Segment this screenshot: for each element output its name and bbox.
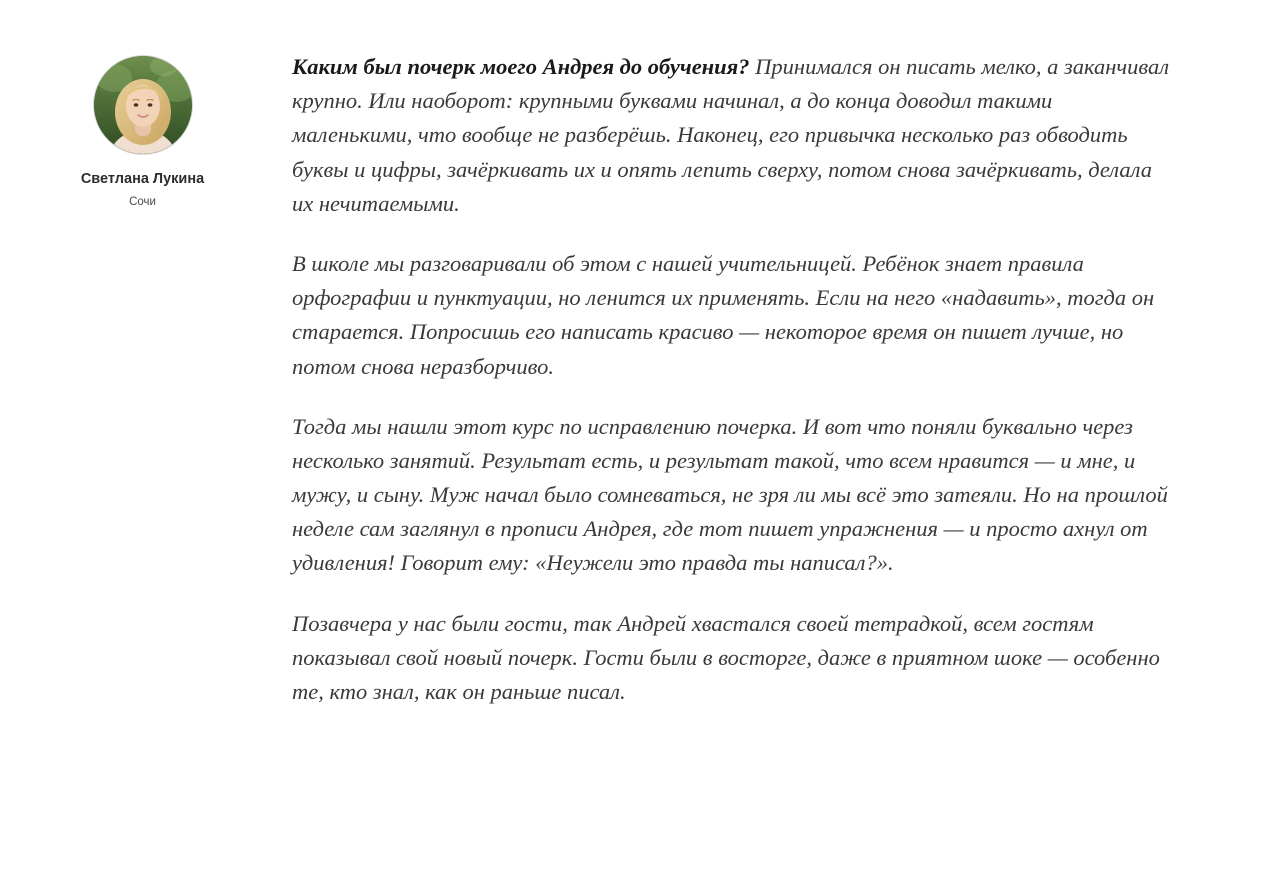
- avatar-photo-icon: [94, 56, 192, 154]
- testimonial-text: [230, 50, 1213, 709]
- paragraph-2: В школе мы разговаривали об этом с нашей учительницей. Ребёнок знает правила орфографии и пунктуации, но ленится их применять. Если на него «надавить», тогда он старается. Попросишь его написать красиво — некоторое время он пишет лучше, но потом снова неразборчиво.: [292, 250, 1155, 379]
- paragraph-4: Позавчера у нас были гости, так Андрей хвастался своей тетрадкой, всем гостям показывал свой новый почерк. Гости были в восторге, даже в приятном шоке — особенно те, кто знал, как он раньше писал.: [292, 610, 1160, 704]
- paragraph-1-body: Принимался он писать мелко, а заканчивал крупно. Или наоборот: крупными буквами начинал, а до конца доводил такими маленькими, что вообще не разберёшь. Наконец, его привычка несколько раз обводить буквы и цифры, зачёркивать их и опять лепить сверху, потом снова зачёркивать, делала их нечитаемыми.: [292, 54, 1170, 216]
- lead-question: Каким был почерк моего Андрея до обучения?: [292, 54, 750, 79]
- author-name: Светлана Лукина: [80, 171, 205, 187]
- avatar: [94, 56, 192, 154]
- paragraph-1: [292, 50, 1173, 221]
- paragraph-3: Тогда мы нашли этот курс по исправлению почерка. И вот что поняли буквально через несколько занятий. Результат есть, и результат такой, что всем нравится — и мне, и мужу, и сыну. Муж начал было сомневаться, не зря ли мы всё это затеяли. Но на прошлой неделе сам заглянул в прописи Андрея, где тот пишет упражнения — и просто ахнул от удивления! Говорит ему: «Неужели это правда ты написал?».: [292, 413, 1168, 576]
- author-city: Сочи: [129, 195, 156, 208]
- testimonial-author: [55, 50, 230, 208]
